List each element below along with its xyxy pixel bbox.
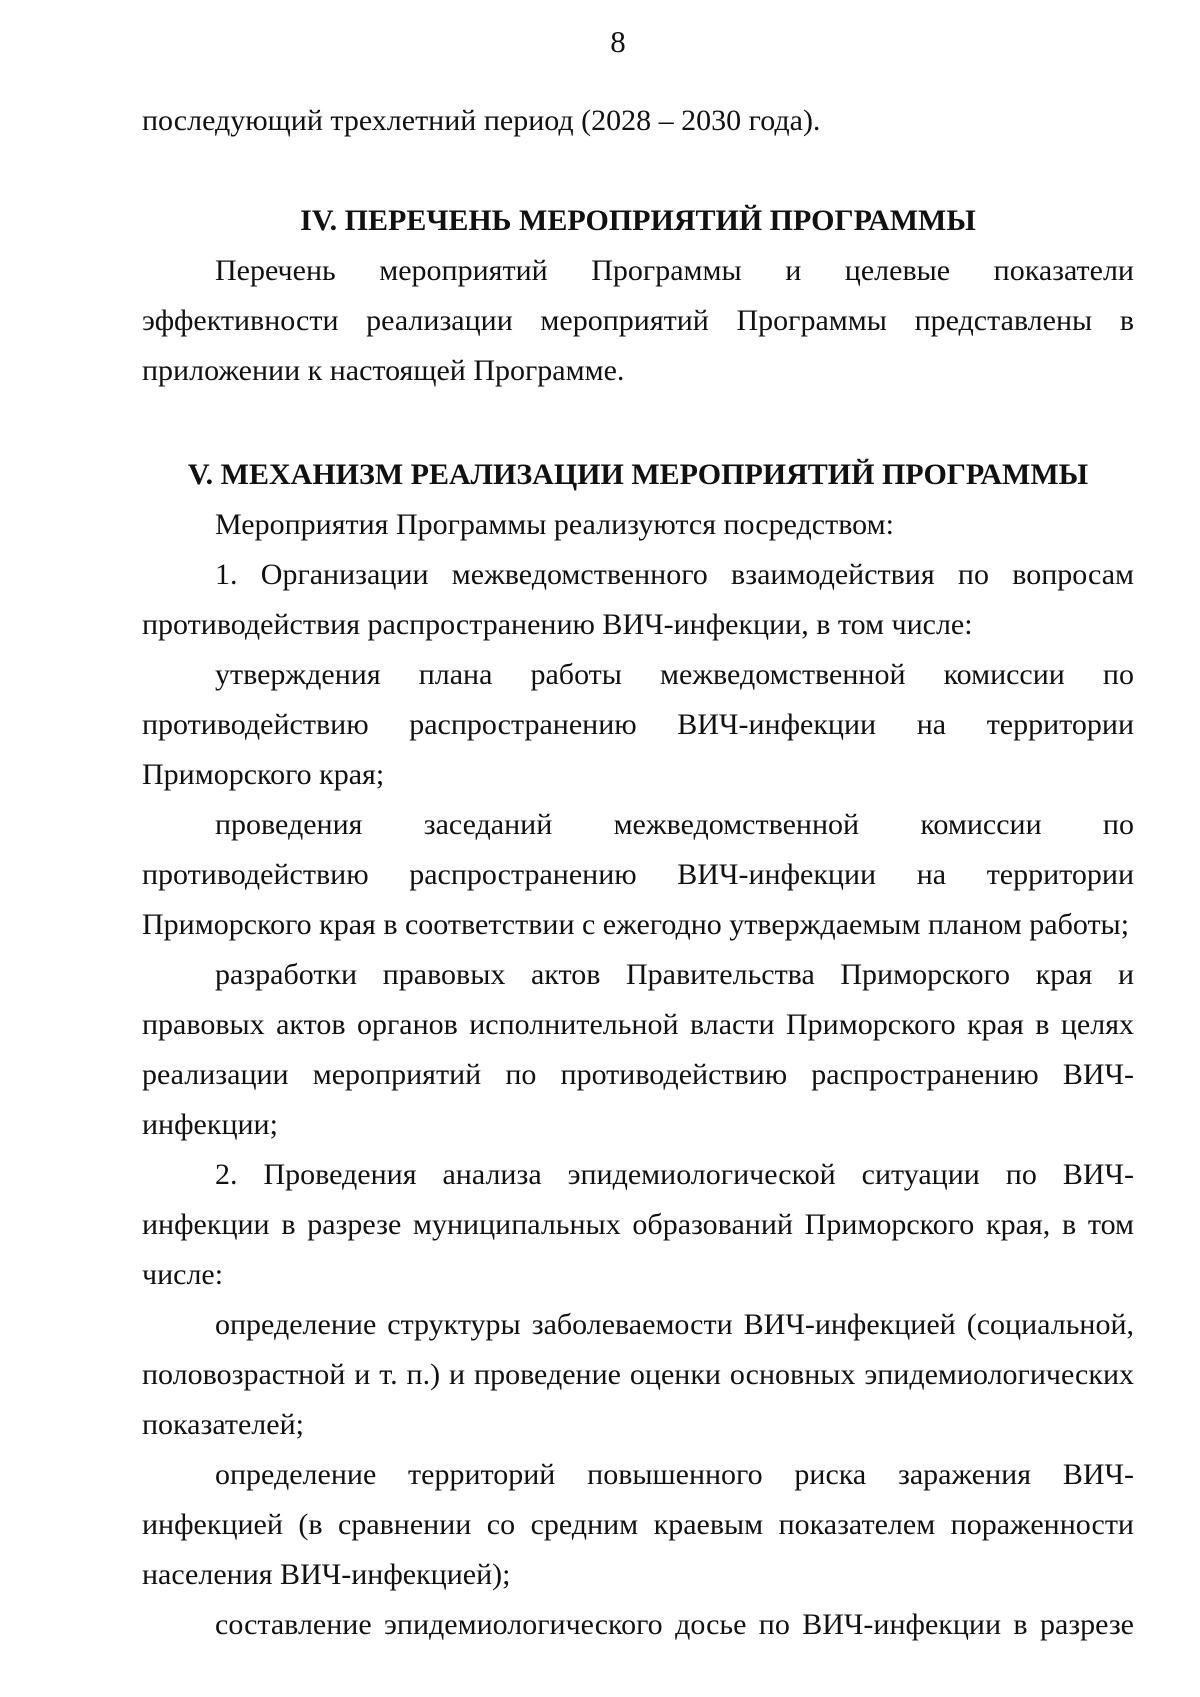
list-item-1: 1. Организации межведомственного взаимодействия по вопросам противодействия распространению ВИЧ-инфекции, в том числе: bbox=[142, 558, 1134, 641]
list-item-2-sub-2: определение территорий повышенного риска заражения ВИЧ-инфекцией (в сравнении со средним краевым показателем пораженности населения ВИЧ-инфекцией); bbox=[142, 1458, 1134, 1591]
intro-line: последующий трехлетний период (2028 – 2030 года). bbox=[142, 104, 821, 137]
list-item-2-sub-1: определение структуры заболеваемости ВИЧ-инфекцией (социальной, половозрастной и т. п.) и проведение оценки основных эпидемиологических показателей; bbox=[142, 1308, 1134, 1441]
list-item-1-sub-1: утверждения плана работы межведомственной комиссии по противодействию распространению ВИЧ-инфекции на территории Приморского края; bbox=[142, 658, 1134, 791]
list-item-2-sub-3: составление эпидемиологического досье по ВИЧ-инфекции в разрезе bbox=[215, 1608, 1134, 1641]
section-iv-paragraph: Перечень мероприятий Программы и целевые показатели эффективности реализации мероприятий Программы представлены в приложении к настоящей Программе. bbox=[142, 254, 1134, 387]
list-item-1-sub-3: разработки правовых актов Правительства Приморского края и правовых актов органов исполнительной власти Приморского края в целях реализации мероприятий по противодействию распространению ВИЧ-инфекции; bbox=[142, 958, 1134, 1141]
section-iv-heading: IV. ПЕРЕЧЕНЬ МЕРОПРИЯТИЙ ПРОГРАММЫ bbox=[300, 204, 976, 237]
section-v-heading: V. МЕХАНИЗМ РЕАЛИЗАЦИИ МЕРОПРИЯТИЙ ПРОГРАММЫ bbox=[187, 458, 1089, 491]
document-body bbox=[142, 96, 1134, 1650]
page-number: 8 bbox=[610, 24, 626, 59]
list-item-2: 2. Проведения анализа эпидемиологической ситуации по ВИЧ-инфекции в разрезе муниципальных образований Приморского края, в том числе: bbox=[142, 1158, 1134, 1291]
list-item-1-sub-2: проведения заседаний межведомственной комиссии по противодействию распространению ВИЧ-инфекции на территории Приморского края в соответствии с ежегодно утверждаемым планом работы; bbox=[142, 808, 1134, 941]
section-v-intro: Мероприятия Программы реализуются посредством: bbox=[215, 508, 894, 541]
